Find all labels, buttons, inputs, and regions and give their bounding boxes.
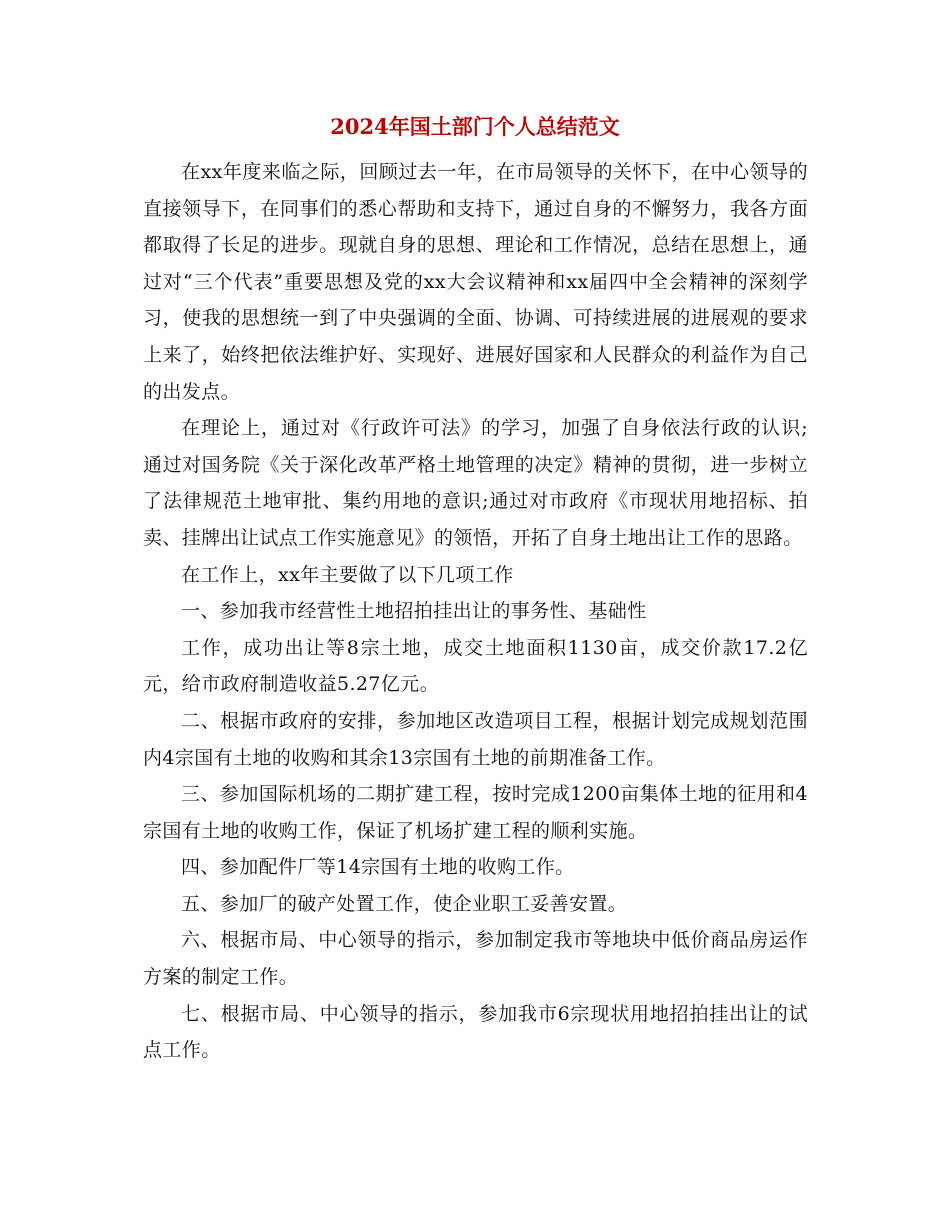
document-body xyxy=(143,154,808,1069)
paragraph-item-4: 四、参加配件厂等14宗国有土地的收购工作。 xyxy=(181,856,575,879)
paragraph-work-intro: 在工作上，xx年主要做了以下几项工作 xyxy=(181,563,514,586)
paragraph-item-3: 三、参加国际机场的二期扩建工程，按时完成1200亩集体土地的征用和4宗国有土地的收购工作，保证了机场扩建工程的顺利实施。 xyxy=(143,783,808,842)
paragraph-item-1-detail: 工作，成功出让等8宗土地，成交土地面积1130亩，成交价款17.2亿元，给市政府制造收益5.27亿元。 xyxy=(143,636,808,696)
paragraph-item-2: 二、根据市政府的安排，参加地区改造项目工程，根据计划完成规划范围内4宗国有土地的收购和其余13宗国有土地的前期准备工作。 xyxy=(143,709,808,769)
document-title: 2024年国土部门个人总结范文 xyxy=(330,114,620,139)
paragraph-item-1: 一、参加我市经营性土地招拍挂出让的事务性、基础性 xyxy=(181,600,647,623)
paragraph-intro: 在xx年度来临之际，回顾过去一年，在市局领导的关怀下，在中心领导的直接领导下，在同事们的悉心帮助和支持下，通过自身的不懈努力，我各方面都取得了长足的进步。现就自身的思想、理论和工作情况，总结在思想上，通过对“三个代表”重要思想及党的xx大会议精神和xx届四中全会精神的深刻学习，使我的思想统一到了中央强调的全面、协调、可持续进展的进展观的要求上来了，始终把依法维护好、实现好、进展好国家和人民群众的利益作为自己的出发点。 xyxy=(143,161,808,403)
paragraph-theory: 在理论上，通过对《行政许可法》的学习，加强了自身依法行政的认识;通过对国务院《关于深化改革严格土地管理的决定》精神的贯彻，进一步树立了法律规范土地审批、集约用地的意识;通过对市政府《市现状用地招标、拍卖、挂牌出让试点工作实施意见》的领悟，开拓了自身土地出让工作的思路。 xyxy=(143,417,808,549)
paragraph-item-5: 五、参加厂的破产处置工作，使企业职工妥善安置。 xyxy=(181,892,628,915)
paragraph-item-6: 六、根据市局、中心领导的指示，参加制定我市等地块中低价商品房运作方案的制定工作。 xyxy=(143,929,808,989)
paragraph-item-7: 七、根据市局、中心领导的指示，参加我市6宗现状用地招拍挂出让的试点工作。 xyxy=(143,1002,808,1062)
